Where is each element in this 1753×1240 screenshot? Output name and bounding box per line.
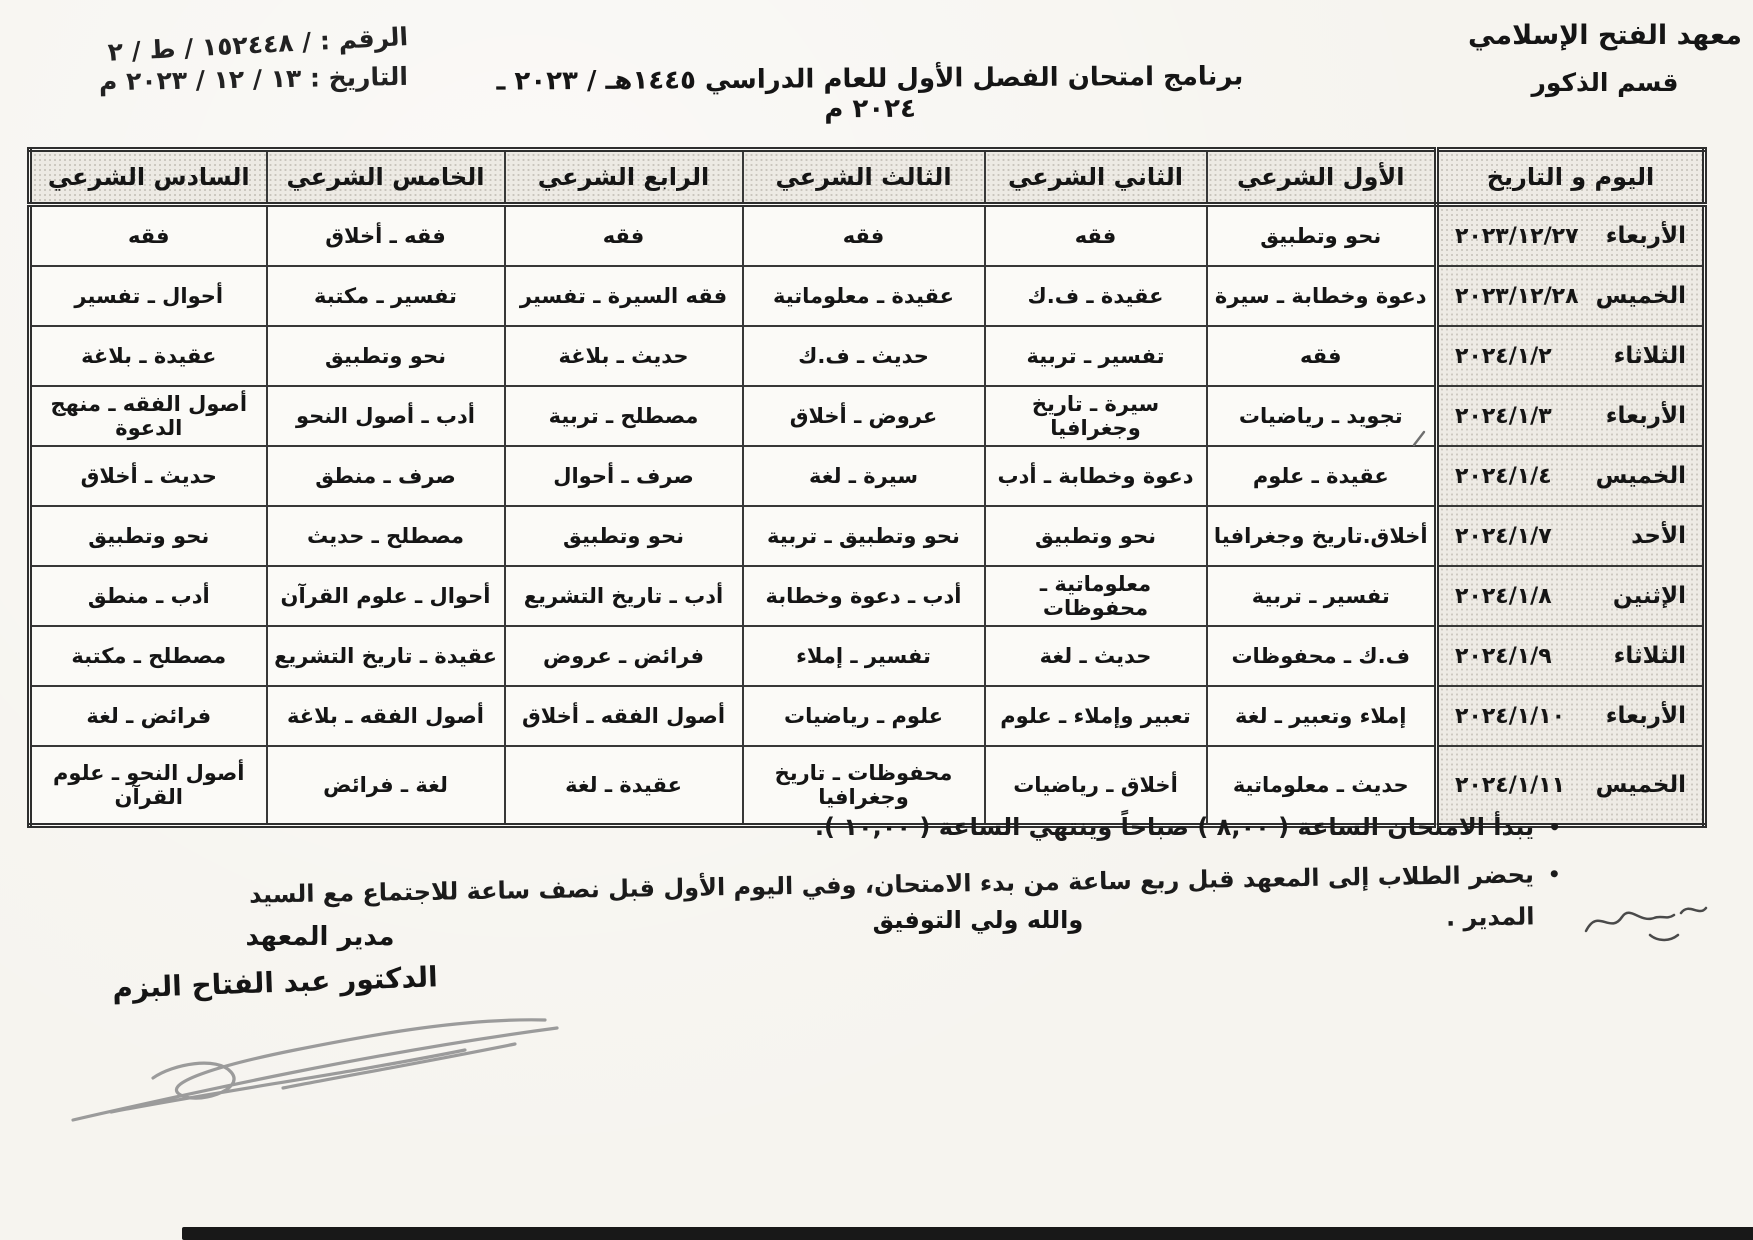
subject-cell: تفسير ـ إملاء: [743, 626, 985, 686]
subject-cell: عقيدة ـ معلوماتية: [743, 266, 985, 326]
institute-name: معهد الفتح الإسلامي: [1468, 20, 1742, 51]
day-name: الأربعاء: [1605, 703, 1686, 729]
exam-date: ٢٠٢٤/١/٨: [1455, 583, 1552, 609]
day-date-cell: [1437, 326, 1705, 386]
day-date-cell: [1437, 266, 1705, 326]
subject-cell: أخلاق ـ رياضيات: [985, 746, 1207, 826]
note-text: يبدأ الامتحان الساعة ( ٨,٠٠ ) صباحاً وينتهي الساعة ( ١٠,٠٠ ).: [814, 813, 1535, 841]
subject-cell: أدب ـ تاريخ التشريع: [505, 566, 743, 626]
day-date-cell: [1437, 686, 1705, 746]
subject-cell: أدب ـ منطق: [30, 566, 267, 626]
day-date-cell: [1437, 446, 1705, 506]
day-name: الثلاثاء: [1613, 343, 1686, 369]
exam-date: ٢٠٢٤/١/٣: [1455, 403, 1552, 429]
exam-table-body: [30, 205, 1705, 826]
subject-cell: تجويد ـ رياضيات: [1207, 386, 1437, 446]
subject-cell: أدب ـ دعوة وخطابة: [743, 566, 985, 626]
subject-cell: تفسير ـ تربية: [985, 326, 1207, 386]
subject-cell: عقيدة ـ تاريخ التشريع: [267, 626, 505, 686]
subject-cell: أحوال ـ تفسير: [30, 266, 267, 326]
exam-row: [30, 626, 1705, 686]
subject-cell: أحوال ـ علوم القرآن: [267, 566, 505, 626]
subject-cell: نحو وتطبيق: [30, 506, 267, 566]
day-date-cell: [1437, 566, 1705, 626]
scan-artifact-bar: [182, 1227, 1753, 1240]
subject-cell: محفوظات ـ تاريخ وجغرافيا: [743, 746, 985, 826]
subject-cell: سيرة ـ تاريخ وجغرافيا: [985, 386, 1207, 446]
subject-cell: حديث ـ معلوماتية: [1207, 746, 1437, 826]
exam-row: [30, 566, 1705, 626]
handwritten-annotation: [1578, 893, 1708, 957]
subject-cell: نحو وتطبيق ـ تربية: [743, 506, 985, 566]
exam-date: ٢٠٢٤/١/٧: [1455, 523, 1552, 549]
subject-cell: أصول الفقه ـ أخلاق: [505, 686, 743, 746]
exam-row: [30, 686, 1705, 746]
subject-cell: حديث ـ ف.ك: [743, 326, 985, 386]
subject-cell: تفسير ـ مكتبة: [267, 266, 505, 326]
bullet-icon: •: [1548, 815, 1561, 839]
subject-cell: صرف ـ أحوال: [505, 446, 743, 506]
exam-date: ٢٠٢٤/١/١٠: [1455, 703, 1566, 729]
exam-date: ٢٠٢٣/١٢/٢٨: [1455, 283, 1579, 309]
subject-cell: مصطلح ـ مكتبة: [30, 626, 267, 686]
exam-row: [30, 205, 1705, 267]
exam-row: [30, 506, 1705, 566]
exam-table-header: [30, 150, 1705, 205]
pen-mark: [1408, 428, 1430, 454]
header-class-6: السادس الشرعي: [30, 150, 267, 205]
closing-phrase: والله ولي التوفيق: [872, 906, 1084, 934]
header-class-3: الثالث الشرعي: [743, 150, 985, 205]
pen-stroke-icon: [1408, 428, 1430, 450]
exam-row: [30, 446, 1705, 506]
subject-cell: دعوة وخطابة ـ أدب: [985, 446, 1207, 506]
exam-row: [30, 266, 1705, 326]
day-name: الأربعاء: [1605, 403, 1686, 429]
day-name: الخميس: [1595, 463, 1686, 489]
exam-date: ٢٠٢٤/١/٤: [1455, 463, 1552, 489]
signature-block: [111, 922, 500, 1005]
subject-cell: حديث ـ لغة: [985, 626, 1207, 686]
subject-cell: نحو وتطبيق: [505, 506, 743, 566]
subject-cell: أصول الفقه ـ منهج الدعوة: [30, 386, 267, 446]
header-class-1: الأول الشرعي: [1207, 150, 1437, 205]
subject-cell: أخلاق.تاريخ وجغرافيا: [1207, 506, 1437, 566]
day-date-cell: [1437, 626, 1705, 686]
subject-cell: عقيدة ـ علوم: [1207, 446, 1437, 506]
exam-table: [27, 147, 1707, 828]
day-date-cell: [1437, 386, 1705, 446]
header-class-4: الرابع الشرعي: [505, 150, 743, 205]
day-date-cell: [1437, 506, 1705, 566]
exam-date: ٢٠٢٤/١/٢: [1455, 343, 1552, 369]
subject-cell: مصطلح ـ حديث: [267, 506, 505, 566]
subject-cell: فقه السيرة ـ تفسير: [505, 266, 743, 326]
subject-cell: ف.ك ـ محفوظات: [1207, 626, 1437, 686]
subject-cell: نحو وتطبيق: [985, 506, 1207, 566]
subject-cell: حديث ـ أخلاق: [30, 446, 267, 506]
day-name: الإثنين: [1612, 583, 1686, 609]
subject-cell: عقيدة ـ لغة: [505, 746, 743, 826]
day-name: الخميس: [1595, 772, 1686, 798]
subject-cell: أصول الفقه ـ بلاغة: [267, 686, 505, 746]
note-text: يحضر الطلاب إلى المعهد قبل ربع ساعة من بدء الامتحان، وفي اليوم الأول قبل نصف ساعة للاجتماع مع السيد المدير .: [248, 860, 1535, 932]
signatory-name: الدكتور عبد الفتاح البزم: [111, 960, 439, 1005]
subject-cell: سيرة ـ لغة: [743, 446, 985, 506]
subject-cell: تعبير وإملاء ـ علوم: [985, 686, 1207, 746]
subject-cell: لغة ـ فرائض: [267, 746, 505, 826]
subject-cell: نحو وتطبيق: [1207, 205, 1437, 267]
reference-date: التاريخ : ١٣ / ١٢ / ٢٠٢٣ م: [98, 61, 409, 97]
subject-cell: فقه ـ أخلاق: [267, 205, 505, 267]
signature-icon: [45, 992, 565, 1132]
subject-cell: معلوماتية ـ محفوظات: [985, 566, 1207, 626]
subject-cell: علوم ـ رياضيات: [743, 686, 985, 746]
subject-cell: مصطلح ـ تربية: [505, 386, 743, 446]
header-day-date: اليوم و التاريخ: [1437, 150, 1705, 205]
subject-cell: أصول النحو ـ علوم القرآن: [30, 746, 267, 826]
subject-cell: نحو وتطبيق: [267, 326, 505, 386]
day-date-cell: [1437, 205, 1705, 267]
signatory-role: مدير المعهد: [245, 922, 395, 952]
exam-date: ٢٠٢٤/١/٩: [1455, 643, 1552, 669]
subject-cell: فقه: [1207, 326, 1437, 386]
subject-cell: فقه: [985, 205, 1207, 267]
subject-cell: أدب ـ أصول النحو: [267, 386, 505, 446]
subject-cell: إملاء وتعبير ـ لغة: [1207, 686, 1437, 746]
subject-cell: دعوة وخطابة ـ سيرة: [1207, 266, 1437, 326]
day-name: الأحد: [1631, 523, 1686, 549]
subject-cell: فقه: [743, 205, 985, 267]
note-line: [201, 806, 1561, 848]
reference-block: [48, 22, 409, 97]
subject-cell: حديث ـ بلاغة: [505, 326, 743, 386]
signature-scribble: [45, 992, 565, 1136]
exam-row: [30, 386, 1705, 446]
institute-section: قسم الذكور: [1531, 68, 1679, 97]
header-class-2: الثاني الشرعي: [985, 150, 1207, 205]
day-name: الخميس: [1595, 283, 1686, 309]
subject-cell: عقيدة ـ ف.ك: [985, 266, 1207, 326]
header-class-5: الخامس الشرعي: [267, 150, 505, 205]
subject-cell: فقه: [30, 205, 267, 267]
exam-date: ٢٠٢٣/١٢/٢٧: [1455, 223, 1579, 249]
letterhead: [1465, 16, 1745, 102]
subject-cell: فرائض ـ عروض: [505, 626, 743, 686]
subject-cell: تفسير ـ تربية: [1207, 566, 1437, 626]
day-name: الثلاثاء: [1613, 643, 1686, 669]
bullet-icon: •: [1547, 862, 1561, 887]
exam-date: ٢٠٢٤/١/١١: [1455, 772, 1566, 798]
exam-row: [30, 326, 1705, 386]
subject-cell: عروض ـ أخلاق: [743, 386, 985, 446]
subject-cell: فقه: [505, 205, 743, 267]
day-name: الأربعاء: [1605, 223, 1686, 249]
subject-cell: صرف ـ منطق: [267, 446, 505, 506]
page-title: برنامج امتحان الفصل الأول للعام الدراسي ١٤٤٥هـ / ٢٠٢٣ ـ ٢٠٢٤ م: [496, 61, 1244, 125]
subject-cell: فرائض ـ لغة: [30, 686, 267, 746]
handwriting-scribble-icon: [1578, 893, 1708, 953]
subject-cell: عقيدة ـ بلاغة: [30, 326, 267, 386]
reference-number: الرقم : / ١٥٢٤٤٨ / ط / ٢: [107, 22, 409, 67]
